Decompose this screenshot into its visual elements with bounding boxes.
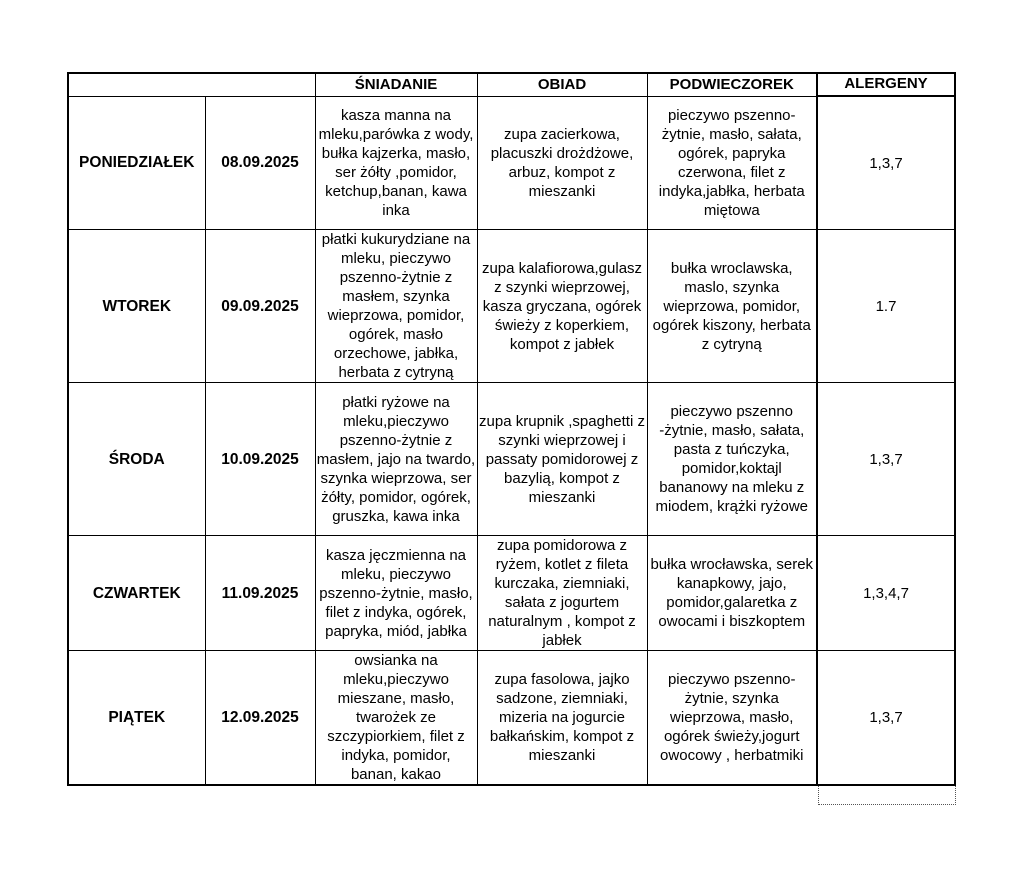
table-row <box>68 383 955 536</box>
snack-cell: pieczywo pszenno -żytnie, masło, sałata, pasta z tuńczyka, pomidor,koktajl bananowy na mleku z miodem, krążki ryżowe <box>647 383 817 536</box>
allergens-cell: 1.7 <box>817 230 955 383</box>
breakfast-cell: kasza manna na mleku,parówka z wody, bułka kajzerka, masło, ser żółty ,pomidor, ketchup,banan, kawa inka <box>315 96 477 230</box>
lunch-cell: zupa zacierkowa, placuszki drożdżowe, arbuz, kompot z mieszanki <box>477 96 647 230</box>
allergens-cell: 1,3,7 <box>817 96 955 230</box>
snack-cell: bułka wroclawska, maslo, szynka wieprzowa, pomidor, ogórek kiszony, herbata z cytryną <box>647 230 817 383</box>
day-name: CZWARTEK <box>68 536 205 651</box>
lunch-cell: zupa pomidorowa z ryżem, kotlet z fileta kurczaka, ziemniaki, sałata z jogurtem naturalnym , kompot z jabłek <box>477 536 647 651</box>
lunch-cell: zupa fasolowa, jajko sadzone, ziemniaki, mizeria na jogurcie bałkańskim, kompot z mieszanki <box>477 651 647 786</box>
empty-dotted-cell <box>818 786 956 805</box>
allergens-cell: 1,3,7 <box>817 651 955 786</box>
allergens-cell: 1,3,7 <box>817 383 955 536</box>
header-allergens: ALERGENY <box>817 73 955 96</box>
day-name: PIĄTEK <box>68 651 205 786</box>
lunch-cell: zupa kalafiorowa,gulasz z szynki wieprzowej, kasza gryczana, ogórek świeży z koperkiem, kompot z jabłek <box>477 230 647 383</box>
snack-cell: bułka wrocławska, serek kanapkowy, jajo, pomidor,galaretka z owocami i biszkoptem <box>647 536 817 651</box>
header-row <box>68 73 955 96</box>
allergens-cell: 1,3,4,7 <box>817 536 955 651</box>
breakfast-cell: płatki ryżowe na mleku,pieczywo pszenno-żytnie z masłem, jajo na twardo, szynka wieprzowa, ser żółty, pomidor, ogórek, gruszka, kawa inka <box>315 383 477 536</box>
day-name: ŚRODA <box>68 383 205 536</box>
table-row <box>68 230 955 383</box>
lunch-cell: zupa krupnik ,spaghetti z szynki wieprzowej i passaty pomidorowej z bazylią, kompot z mieszanki <box>477 383 647 536</box>
header-blank <box>68 73 315 96</box>
day-date: 10.09.2025 <box>205 383 315 536</box>
day-date: 12.09.2025 <box>205 651 315 786</box>
weekly-menu-table <box>67 72 956 786</box>
breakfast-cell: płatki kukurydziane na mleku, pieczywo pszenno-żytnie z masłem, szynka wieprzowa, pomidor, ogórek, masło orzechowe, jabłka, herbata z cytryną <box>315 230 477 383</box>
header-snack: PODWIECZOREK <box>647 73 817 96</box>
day-name: PONIEDZIAŁEK <box>68 96 205 230</box>
snack-cell: pieczywo pszenno-żytnie, masło, sałata, ogórek, papryka czerwona, filet z indyka,jabłka, herbata miętowa <box>647 96 817 230</box>
table-row <box>68 96 955 230</box>
table-row <box>68 651 955 786</box>
header-lunch: OBIAD <box>477 73 647 96</box>
day-date: 09.09.2025 <box>205 230 315 383</box>
day-name: WTOREK <box>68 230 205 383</box>
breakfast-cell: owsianka na mleku,pieczywo mieszane, masło, twarożek ze szczypiorkiem, filet z indyka, pomidor, banan, kakao <box>315 651 477 786</box>
header-breakfast: ŚNIADANIE <box>315 73 477 96</box>
snack-cell: pieczywo pszenno-żytnie, szynka wieprzowa, masło, ogórek świeży,jogurt owocowy , herbatmiki <box>647 651 817 786</box>
table-row <box>68 536 955 651</box>
day-date: 08.09.2025 <box>205 96 315 230</box>
day-date: 11.09.2025 <box>205 536 315 651</box>
breakfast-cell: kasza jęczmienna na mleku, pieczywo pszenno-żytnie, masło, filet z indyka, ogórek, papryka, miód, jabłka <box>315 536 477 651</box>
